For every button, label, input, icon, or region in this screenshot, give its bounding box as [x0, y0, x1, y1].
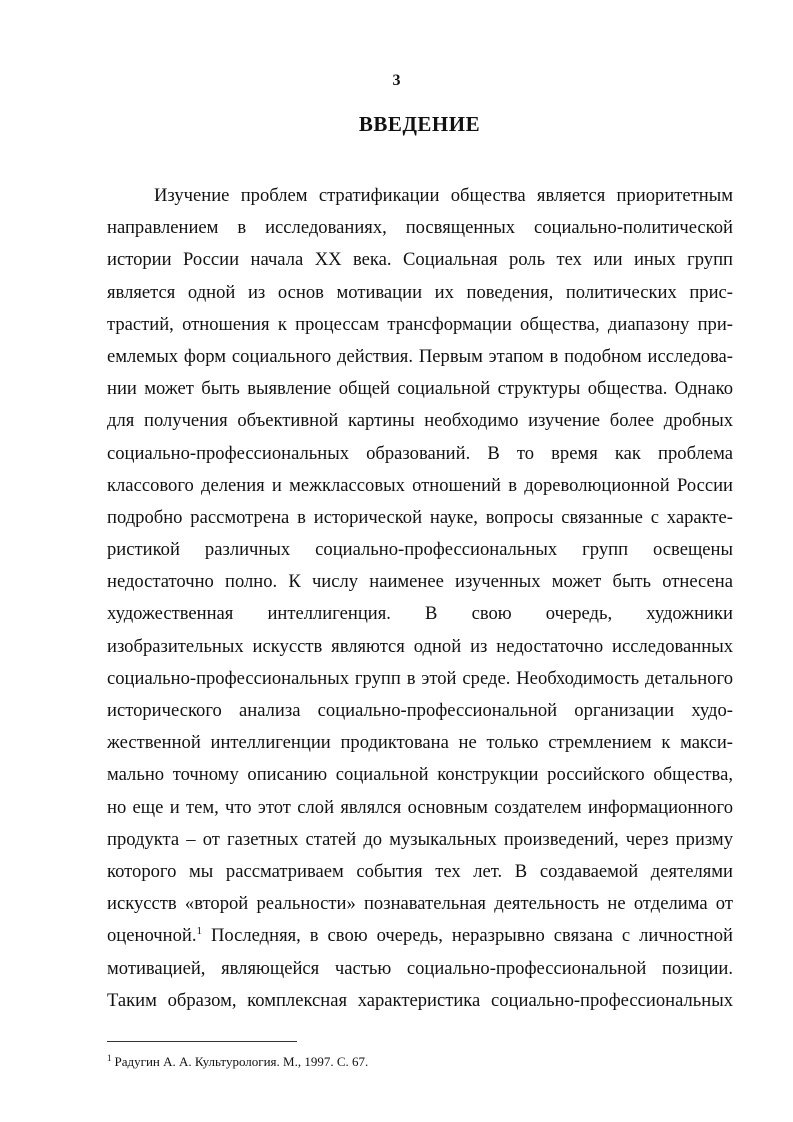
text-segment: Последняя, в свою очередь, неразрывно связана с личностной: [201, 925, 733, 947]
text-line: художественная интеллигенция. В свою очередь, художники: [107, 603, 733, 625]
text-line: мально точному описанию социальной конструкции российского общества,: [107, 764, 733, 786]
text-line: Таким образом, комплексная характеристика социально-профессиональных: [107, 989, 733, 1011]
text-line: подробно рассмотрена в исторической науке, вопросы связанные с характе-: [107, 506, 733, 528]
footnote-reference[interactable]: 1: [196, 925, 202, 938]
text-line: исторического анализа социально-профессиональной организации худо-: [107, 700, 733, 721]
text-line: трастий, отношения к процессам трансформации общества, диапазону при-: [107, 313, 733, 335]
text-line: ристикой различных социально-профессиональных групп освещены: [107, 539, 733, 561]
text-line: которого мы рассматриваем события тех лет. В создаваемой деятелями: [107, 860, 733, 882]
text-line: но еще и тем, что этот слой являлся основным создателем информационного: [107, 796, 733, 818]
text-segment: оценочной.: [107, 925, 197, 947]
page-title: ВВЕДЕНИЕ: [358, 112, 481, 136]
footnote: [107, 1054, 368, 1070]
text-line: направлением в исследованиях, посвященных социально-политической: [107, 217, 733, 239]
footnote-text: Радугин А. А. Культурология. М., 1997. С. 67.: [114, 1054, 369, 1069]
text-line: мотивацией, являющейся частью социально-профессиональной позиции.: [107, 957, 733, 979]
text-line: классового деления и межклассовых отношений в дореволюционной России: [107, 474, 733, 496]
text-line: социально-профессиональных групп в этой среде. Необходимость детального: [107, 667, 733, 689]
footnote-marker: 1: [107, 1052, 112, 1063]
body-text: [107, 180, 733, 1017]
text-line: является одной из основ мотивации их поведения, политических прис-: [107, 281, 733, 303]
page-number: 3: [392, 72, 401, 89]
text-line: искусств «второй реальности» познавательная деятельность не отделима от: [107, 893, 733, 915]
text-line: Изучение проблем стратификации общества является приоритетным: [154, 185, 733, 206]
text-line: емлемых форм социального действия. Первым этапом в подобном исследова-: [107, 345, 733, 367]
footnote-divider: [107, 1041, 297, 1042]
text-line: жественной интеллигенции продиктована не только стремлением к макси-: [107, 732, 733, 754]
text-line-with-footnote: [107, 920, 733, 952]
text-line: изобразительных искусств являются одной из недостаточно исследованных: [107, 635, 733, 657]
text-line: продукта – от газетных статей до музыкальных произведений, через призму: [107, 828, 733, 850]
text-line: истории России начала XX века. Социальная роль тех или иных групп: [107, 249, 733, 271]
text-line: социально-профессиональных образований. В то время как проблема: [107, 442, 733, 464]
text-line: для получения объективной картины необходимо изучение более дробных: [107, 410, 733, 432]
text-line: нии может быть выявление общей социальной структуры общества. Однако: [107, 378, 733, 400]
text-line: недостаточно полно. К числу наименее изученных может быть отнесена: [107, 571, 733, 593]
